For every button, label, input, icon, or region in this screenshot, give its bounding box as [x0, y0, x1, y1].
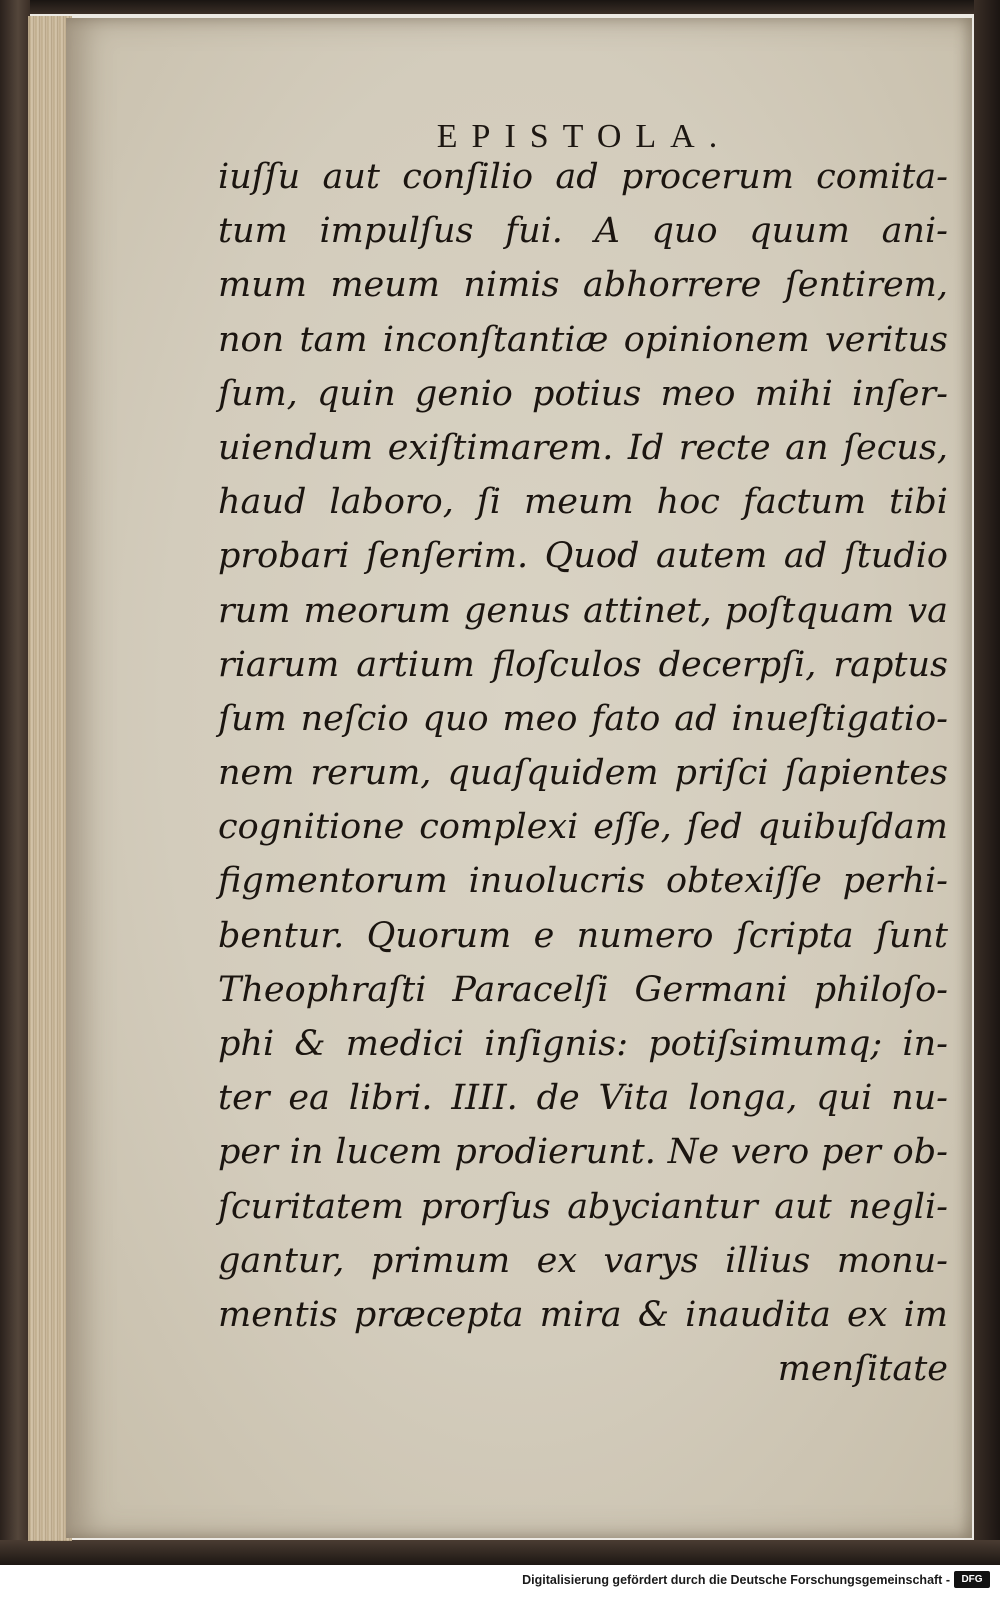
dfg-logo	[954, 1571, 990, 1588]
text-line: nem rerum, quaſquidem priſci ſapientes	[218, 753, 948, 794]
text-line: mum meum nimis abhorrere ſentirem,	[218, 265, 948, 306]
text-line: haud laboro, ſi meum hoc factum tibi	[218, 482, 948, 523]
running-head: EPISTOLA.	[436, 118, 732, 155]
cover-left-edge	[0, 0, 30, 1565]
text-line: ſum, quin genio potius meo mihi inſer-	[218, 373, 948, 414]
text-line: ſcuritatem prorſus abyciantur aut negli-	[218, 1186, 948, 1227]
dfg-logo-text: DFG	[961, 1574, 983, 1585]
text-line: riarum artium floſculos decerpſi, raptus	[218, 644, 948, 685]
text-line: ſum neſcio quo meo fato ad inueſtigatio-	[218, 698, 948, 739]
footer-bar	[0, 1565, 1000, 1597]
cover-right-edge	[974, 0, 1000, 1565]
text-line: per in lucem prodierunt. Ne vero per ob-	[218, 1132, 948, 1173]
text-line: Theophraſti Paracelſi Germani philoſo-	[218, 969, 948, 1010]
text-line: tum impulſus fui. A quo quum ani-	[218, 211, 948, 252]
text-line: ter ea libri. IIII. de Vita longa, qui nu-	[218, 1078, 948, 1119]
text-line: figmentorum inuolucris obtexiſſe perhi-	[218, 861, 948, 902]
cover-top-edge	[0, 0, 1000, 14]
text-line: phi & medici inſignis: potiſsimumq; in-	[218, 1024, 948, 1064]
body-text	[218, 150, 948, 1396]
catchword: menſitate	[777, 1349, 948, 1390]
text-line: gantur, primum ex varys illius monu-	[218, 1240, 948, 1281]
text-line: rum meorum genus attinet, poſtquam va	[218, 590, 948, 631]
cover-bottom-edge	[0, 1540, 1000, 1565]
funding-credit: Digitalisierung gefördert durch die Deutsche Forschungsgemeinschaft -	[522, 1573, 950, 1587]
text-line: non tam inconſtantiæ opinionem veritus	[218, 319, 948, 360]
text-line: iuſſu aut conſilio ad procerum comita-	[218, 157, 948, 197]
text-line: uiendum exiſtimarem. Id recte an ſecus,	[218, 427, 948, 468]
text-line: bentur. Quorum e numero ſcripta ſunt	[218, 915, 948, 956]
text-line: probari ſenſerim. Quod autem ad ſtudio	[218, 536, 948, 577]
text-line: mentis præcepta mira & inaudita ex im	[218, 1294, 948, 1335]
text-line: cognitione complexi eſſe, ſed quibuſdam	[218, 807, 948, 848]
